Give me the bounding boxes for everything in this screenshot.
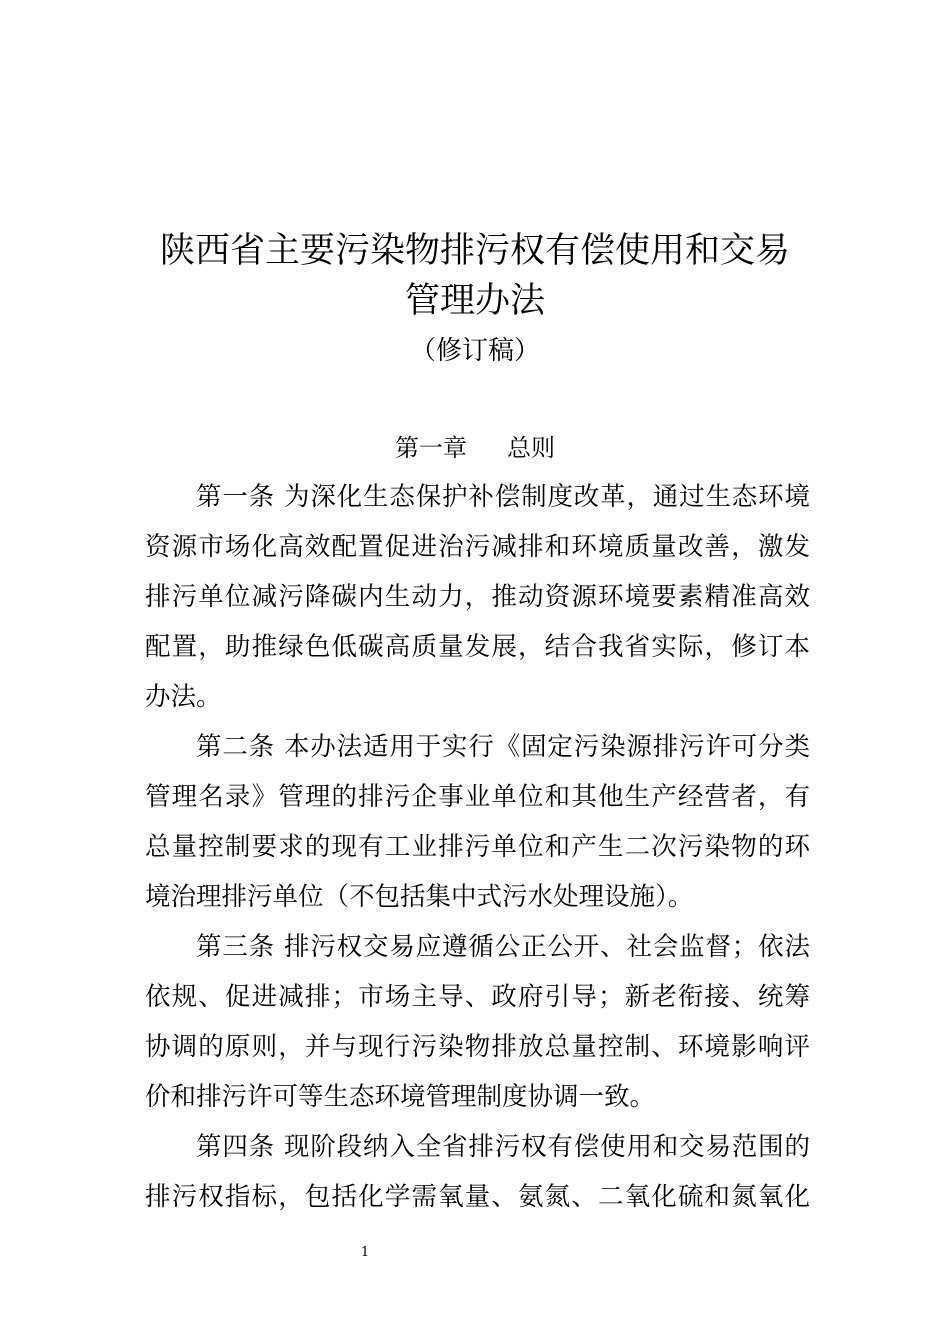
article-2-line-3: 总量控制要求的现有工业排污单位和产生二次污染物的环: [145, 832, 810, 862]
article-1-line-2: 资源市场化高效配置促进治污减排和环境质量改善，激发: [145, 532, 810, 562]
document-title-line-1: 陕西省主要污染物排污权有偿使用和交易: [159, 231, 790, 271]
article-1-line-4: 配置，助推绿色低碳高质量发展，结合我省实际，修订本: [145, 632, 810, 662]
article-3-line-2: 依规、促进减排；市场主导、政府引导；新老衔接、统筹: [145, 982, 810, 1012]
article-3-line-3: 协调的原则，并与现行污染物排放总量控制、环境影响评: [145, 1032, 810, 1062]
article-2-line-4: 境治理排污单位（不包括集中式污水处理设施）。: [145, 882, 694, 912]
article-2-line-1: 第二条 本办法适用于实行《固定污染源排污许可分类: [196, 732, 810, 762]
article-2-line-2: 管理名录》管理的排污企事业单位和其他生产经营者，有: [145, 782, 810, 812]
chapter-heading: [140, 428, 810, 468]
article-1-line-5: 办法。: [145, 682, 222, 712]
article-1-line-3: 排污单位减污降碳内生动力，推动资源环境要素精准高效: [145, 582, 810, 612]
page-number: 1: [360, 1245, 370, 1260]
article-4-line-1: 第四条 现阶段纳入全省排污权有偿使用和交易范围的: [196, 1132, 810, 1162]
chapter-number: 第一章: [395, 434, 467, 462]
article-1-line-1: 第一条 为深化生态保护补偿制度改革，通过生态环境: [196, 482, 810, 512]
article-3-line-1: 第三条 排污权交易应遵循公正公开、社会监督；依法: [196, 932, 810, 962]
article-4-line-2: 排污权指标，包括化学需氧量、氨氮、二氧化硫和氮氧化: [145, 1182, 810, 1212]
document-subtitle: （修订稿）: [409, 336, 540, 366]
article-3-line-4: 价和排污许可等生态环境管理制度协调一致。: [145, 1082, 656, 1112]
chapter-name: 总则: [507, 434, 555, 462]
document-title-line-2: 管理办法: [404, 281, 545, 321]
